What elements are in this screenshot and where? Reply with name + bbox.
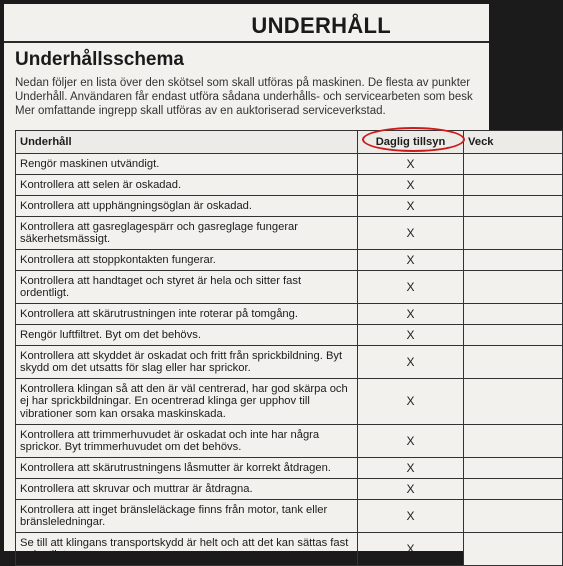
weekly-cell (464, 379, 563, 425)
task-cell: Kontrollera att selen är oskadad. (16, 175, 358, 196)
table-row (16, 346, 563, 379)
task-cell: Kontrollera att upphängningsöglan är oskadad. (16, 196, 358, 217)
weekly-cell (464, 479, 563, 500)
table-row (16, 458, 563, 479)
table-row (16, 271, 563, 304)
daily-mark-cell: X (358, 196, 464, 217)
daily-mark-cell: X (358, 346, 464, 379)
table-row (16, 325, 563, 346)
daily-mark-cell: X (358, 479, 464, 500)
weekly-cell (464, 196, 563, 217)
task-cell: Kontrollera att skruvar och muttrar är åtdragna. (16, 479, 358, 500)
weekly-cell (464, 250, 563, 271)
table-body (16, 154, 563, 566)
table-header-row (16, 131, 563, 154)
daily-mark-cell: X (358, 500, 464, 533)
weekly-cell (464, 500, 563, 533)
weekly-cell (464, 175, 563, 196)
daily-mark-cell: X (358, 325, 464, 346)
daily-mark-cell: X (358, 175, 464, 196)
table-row (16, 500, 563, 533)
task-cell: Kontrollera klingan så att den är väl centrerad, har god skärpa och ej har sprickbildningar. En ocentrerad klinga ger upphov till vibrationer som kan orsaka maskinskada. (16, 379, 358, 425)
weekly-cell (464, 325, 563, 346)
table-row (16, 196, 563, 217)
daily-mark-cell: X (358, 379, 464, 425)
daily-mark-cell: X (358, 458, 464, 479)
maintenance-schedule-table (15, 130, 563, 566)
task-cell: Kontrollera att trimmerhuvudet är oskadat och inte har några sprickor. Byt trimmerhuvudet om det behövs. (16, 425, 358, 458)
weekly-cell (464, 271, 563, 304)
intro-line: Underhåll. Användaren får endast utföra sådana underhålls- och servicearbeten som besk (15, 91, 473, 103)
weekly-cell (464, 425, 563, 458)
task-cell: Kontrollera att skärutrustningens låsmutter är korrekt åtdragen. (16, 458, 358, 479)
task-cell: Rengör maskinen utvändigt. (16, 154, 358, 175)
intro-line: Mer omfattande ingrepp skall utföras av en auktoriserad serviceverkstad. (15, 105, 386, 117)
table-row (16, 479, 563, 500)
table-row (16, 533, 563, 566)
table-row (16, 250, 563, 271)
weekly-cell (464, 346, 563, 379)
page-header-title: UNDERHÅLL (251, 13, 391, 38)
daily-mark-cell: X (358, 154, 464, 175)
column-header-weekly: Veck (464, 131, 563, 154)
manual-page (4, 4, 494, 561)
table-row (16, 379, 563, 425)
task-cell: Kontrollera att handtaget och styret är hela och sitter fast ordentligt. (16, 271, 358, 304)
weekly-cell (464, 458, 563, 479)
column-header-daily: Daglig tillsyn (358, 131, 464, 154)
daily-mark-cell: X (358, 250, 464, 271)
weekly-cell (464, 154, 563, 175)
daily-mark-cell: X (358, 425, 464, 458)
column-header-maintenance: Underhåll (16, 131, 358, 154)
intro-paragraph (15, 76, 495, 118)
table-row (16, 217, 563, 250)
table-row (16, 175, 563, 196)
table-row (16, 304, 563, 325)
task-cell: Kontrollera att skyddet är oskadat och fritt från sprickbildning. Byt skydd om det utsatts för slag eller har sprickor. (16, 346, 358, 379)
task-cell: Kontrollera att inget bränsleläckage finns från motor, tank eller bränsleledningar. (16, 500, 358, 533)
weekly-cell (464, 533, 563, 566)
weekly-cell (464, 217, 563, 250)
task-cell: Kontrollera att gasreglagespärr och gasreglage fungerar säkerhetsmässigt. (16, 217, 358, 250)
table-row (16, 425, 563, 458)
header-rule (4, 41, 489, 43)
task-cell: Rengör luftfiltret. Byt om det behövs. (16, 325, 358, 346)
daily-mark-cell: X (358, 217, 464, 250)
table-row (16, 154, 563, 175)
weekly-cell (464, 304, 563, 325)
task-cell: Kontrollera att skärutrustningen inte roterar på tomgång. (16, 304, 358, 325)
daily-mark-cell: X (358, 271, 464, 304)
task-cell: Se till att klingans transportskydd är helt och att det kan sättas fast ordentligt. (16, 533, 358, 566)
task-cell: Kontrollera att stoppkontakten fungerar. (16, 250, 358, 271)
section-title: Underhållsschema (15, 49, 184, 70)
daily-mark-cell: X (358, 533, 464, 566)
intro-line: Nedan följer en lista över den skötsel som skall utföras på maskinen. De flesta av punkter (15, 77, 471, 89)
daily-mark-cell: X (358, 304, 464, 325)
